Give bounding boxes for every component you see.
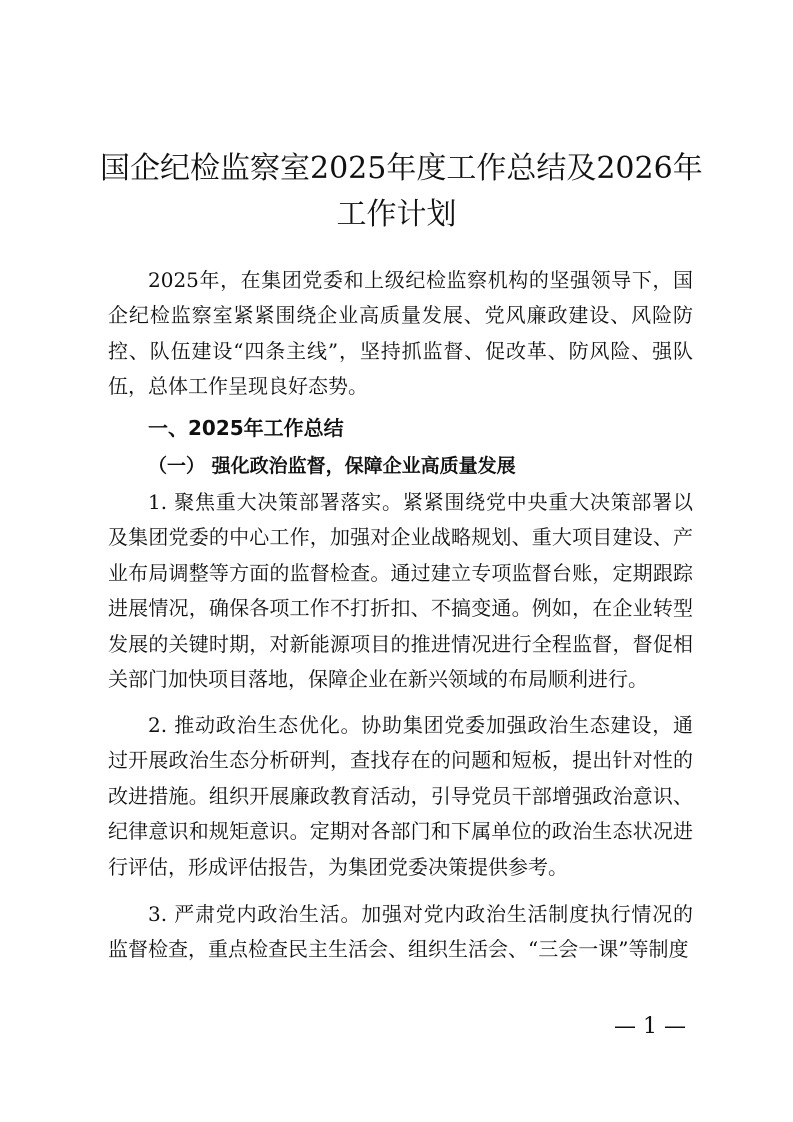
title-line-2: 工作计划 xyxy=(336,197,457,232)
subsection-heading-1: （一） 强化政治监督，保障企业高质量发展 xyxy=(148,455,516,477)
intro-paragraph: 2025年，在集团党委和上级纪检监察机构的坚强领导下，国企纪检监察室紧紧围绕企业高质量发展、党风廉政建设、风险防控、队伍建设“四条主线”，坚持抓监督、促改革、防风险、强队伍，总体工作呈现良好态势。 xyxy=(108,268,693,399)
paragraph-1: 1. 聚焦重大决策部署落实。紧紧围绕党中央重大决策部署以及集团党委的中心工作，加强对企业战略规划、重大项目建设、产业布局调整等方面的监督检查。通过建立专项监督台账，定期跟踪进展情况，确保各项工作不打折扣、不搞变通。例如，在企业转型发展的关键时期，对新能源项目的推进情况进行全程监督，督促相关部门加快项目落地，保障企业在新兴领域的布局顺利进行。 xyxy=(108,490,693,692)
paragraph-3: 3. 严肃党内政治生活。加强对党内政治生活制度执行情况的监督检查，重点检查民主生活会、组织生活会、“三会一课”等制度 xyxy=(108,902,693,962)
page-number: — 1 — xyxy=(614,1014,686,1039)
paragraph-2: 2. 推动政治生态优化。协助集团党委加强政治生态建设，通过开展政治生态分析研判，查找存在的问题和短板，提出针对性的改进措施。组织开展廉政教育活动，引导党员干部增强政治意识、纪律意识和规矩意识。定期对各部门和下属单位的政治生态状况进行评估，形成评估报告，为集团党委决策提供参考。 xyxy=(108,713,693,879)
title-line-1: 国企纪检监察室2025年度工作总结及2026年 xyxy=(100,151,703,186)
section-heading-1: 一、2025年工作总结 xyxy=(148,416,344,440)
document-title xyxy=(100,146,703,238)
